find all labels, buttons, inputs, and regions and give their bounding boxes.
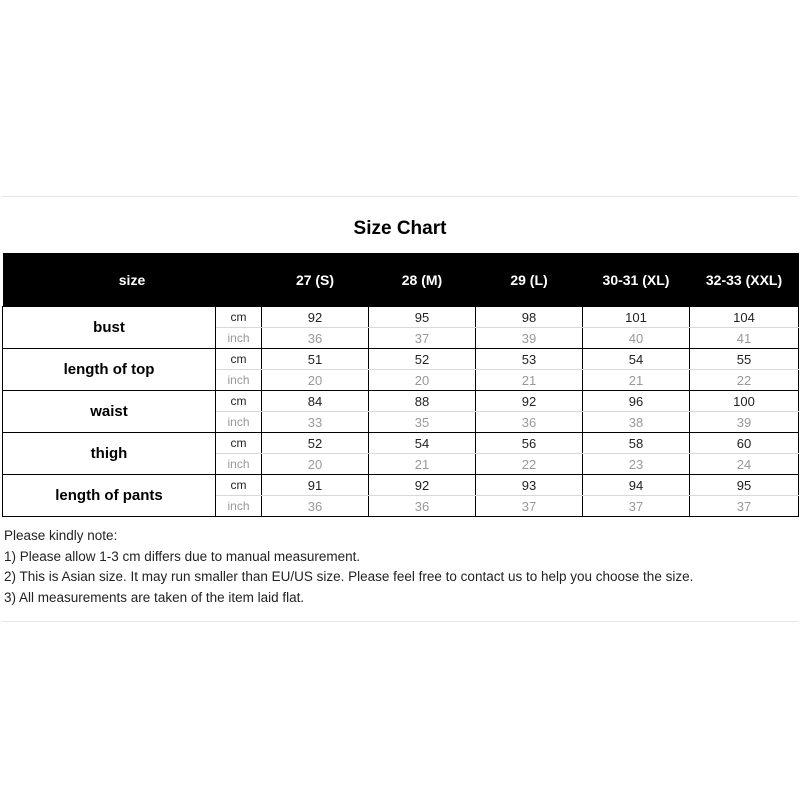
size-chart-table [2, 253, 799, 517]
cm-value-cell: 92 [369, 475, 476, 496]
inch-value-cell: 36 [262, 496, 369, 517]
table-row [3, 433, 799, 454]
unit-label-cm: cm [216, 391, 262, 412]
table-row [3, 475, 799, 496]
cm-value-cell: 101 [583, 307, 690, 328]
size-header-xl: 30-31 (XL) [583, 253, 690, 307]
cm-value-cell: 98 [476, 307, 583, 328]
table-body [3, 307, 799, 517]
cm-value-cell: 60 [690, 433, 799, 454]
inch-value-cell: 21 [583, 370, 690, 391]
inch-value-cell: 22 [476, 454, 583, 475]
inch-value-cell: 38 [583, 412, 690, 433]
cm-value-cell: 52 [262, 433, 369, 454]
note-item-3: 3) All measurements are taken of the item laid flat. [4, 589, 305, 605]
measurement-label: length of top [3, 349, 216, 391]
table-header-row [3, 253, 799, 307]
note-item-1: 1) Please allow 1-3 cm differs due to manual measurement. [4, 548, 361, 564]
inch-value-cell: 39 [476, 328, 583, 349]
cm-value-cell: 104 [690, 307, 799, 328]
size-header-l: 29 (L) [476, 253, 583, 307]
inch-value-cell: 40 [583, 328, 690, 349]
inch-value-cell: 23 [583, 454, 690, 475]
cm-value-cell: 55 [690, 349, 799, 370]
inch-value-cell: 36 [476, 412, 583, 433]
size-header-s: 27 (S) [262, 253, 369, 307]
cm-value-cell: 92 [476, 391, 583, 412]
notes-section [4, 526, 794, 608]
cm-value-cell: 95 [369, 307, 476, 328]
inch-value-cell: 21 [476, 370, 583, 391]
table-row [3, 307, 799, 328]
cm-value-cell: 88 [369, 391, 476, 412]
inch-value-cell: 37 [690, 496, 799, 517]
cm-value-cell: 100 [690, 391, 799, 412]
unit-label-inch: inch [216, 412, 262, 433]
measurement-label: bust [3, 307, 216, 349]
unit-label-cm: cm [216, 475, 262, 496]
cm-value-cell: 92 [262, 307, 369, 328]
inch-value-cell: 37 [583, 496, 690, 517]
cm-value-cell: 54 [583, 349, 690, 370]
inch-value-cell: 41 [690, 328, 799, 349]
unit-label-cm: cm [216, 349, 262, 370]
inch-value-cell: 33 [262, 412, 369, 433]
measurement-label: length of pants [3, 475, 216, 517]
inch-value-cell: 39 [690, 412, 799, 433]
cm-value-cell: 58 [583, 433, 690, 454]
cm-value-cell: 91 [262, 475, 369, 496]
inch-value-cell: 36 [369, 496, 476, 517]
inch-value-cell: 20 [369, 370, 476, 391]
cm-value-cell: 52 [369, 349, 476, 370]
inch-value-cell: 20 [262, 454, 369, 475]
inch-value-cell: 35 [369, 412, 476, 433]
unit-label-cm: cm [216, 307, 262, 328]
inch-value-cell: 22 [690, 370, 799, 391]
inch-value-cell: 37 [369, 328, 476, 349]
inch-value-cell: 24 [690, 454, 799, 475]
unit-label-cm: cm [216, 433, 262, 454]
inch-value-cell: 20 [262, 370, 369, 391]
cm-value-cell: 56 [476, 433, 583, 454]
inch-value-cell: 21 [369, 454, 476, 475]
unit-label-inch: inch [216, 496, 262, 517]
inch-value-cell: 36 [262, 328, 369, 349]
table-row [3, 391, 799, 412]
measurement-label: waist [3, 391, 216, 433]
notes-heading: Please kindly note: [4, 528, 118, 543]
note-item-2: 2) This is Asian size. It may run smaller than EU/US size. Please feel free to contact us to help you choose the size. [4, 569, 694, 584]
size-header-xxl: 32-33 (XXL) [690, 253, 799, 307]
inch-value-cell: 37 [476, 496, 583, 517]
page-title: Size Chart [353, 218, 447, 239]
cm-value-cell: 84 [262, 391, 369, 412]
cm-value-cell: 51 [262, 349, 369, 370]
table-row [3, 349, 799, 370]
size-header-m: 28 (M) [369, 253, 476, 307]
cm-value-cell: 53 [476, 349, 583, 370]
cm-value-cell: 93 [476, 475, 583, 496]
cm-value-cell: 95 [690, 475, 799, 496]
unit-label-inch: inch [216, 454, 262, 475]
unit-label-inch: inch [216, 328, 262, 349]
size-column-header: size [3, 253, 262, 307]
measurement-label: thigh [3, 433, 216, 475]
unit-label-inch: inch [216, 370, 262, 391]
cm-value-cell: 94 [583, 475, 690, 496]
cm-value-cell: 96 [583, 391, 690, 412]
cm-value-cell: 54 [369, 433, 476, 454]
